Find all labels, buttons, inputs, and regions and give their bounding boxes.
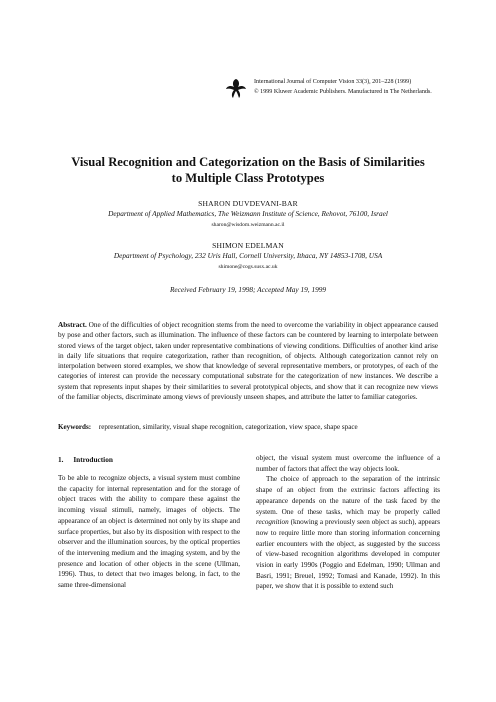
copyright-line: © 1999 Kluwer Academic Publishers. Manufactured in The Netherlands. — [254, 88, 432, 95]
body-paragraph: object, the visual system must overcome the influence of a number of factors that affect the way objects look. — [256, 454, 440, 473]
author-1-name: SHARON DUVDEVANI-BAR — [198, 199, 298, 208]
paper-title — [40, 155, 456, 187]
body-emphasis: recognition — [256, 518, 289, 527]
body-column-right — [256, 453, 440, 592]
keywords-label: Keywords: — [58, 423, 92, 431]
body-text: (knowing a previously seen object as such), appears now to require little more than storing information concerning earlier encounters with the object, as suggested by the success of view-based recognition algorithms developed in computer vision in early 1990s (Poggio and Edelman, 1990; Ullman and Basri, 1991; Breuel, 1992; Tomasi and Kanade, 1992). In this paper, we show that it is possible to extend such — [256, 518, 440, 591]
journal-line: International Journal of Computer Vision 33(3), 201–228 (1999) — [254, 79, 412, 85]
keywords — [58, 422, 438, 432]
body-text: The choice of approach to the separation of the intrinsic shape of an object from the extrinsic factors affecting its appearance depends on the nature of the task faced by the system. One of these tasks, which may be properly called — [256, 475, 440, 516]
section-number: 1. — [58, 455, 64, 464]
section-heading — [58, 455, 113, 465]
author-2-name: SHIMON EDELMAN — [212, 241, 284, 250]
title-line-1: Visual Recognition and Categorization on the Basis of Similarities — [71, 155, 425, 169]
title-line-2: to Multiple Class Prototypes — [171, 170, 325, 185]
journal-citation — [254, 78, 432, 97]
author-2-email[interactable]: shimone@cogs.susx.ac.uk — [218, 264, 278, 270]
received-dates: Received February 19, 1998; Accepted May 19, 1999 — [169, 285, 327, 294]
publisher-logo-icon — [224, 76, 248, 100]
section-title: Introduction — [73, 455, 113, 464]
journal-header — [224, 76, 474, 100]
abstract — [58, 320, 438, 402]
abstract-label: Abstract. — [58, 321, 87, 329]
abstract-text: One of the difficulties of object recognition stems from the need to overcome the variability in object appearance caused by pose and other factors, such as illumination. The influence of these factors can be countered by learning to interpolate between stored views of the target object, taken under representative combinations of viewing conditions. Difficulties of another kind arise in daily life situations that require categorization, rather than recognition, of objects. Although categorization cannot rely on interpolation between stored examples, we show that knowledge of several representative members, or prototypes, of each of the categories of interest can provide the necessary computational substrate for the categorization of new instances. We describe a system that represents input shapes by their similarities to several prototypical objects, and show that it can recognize new views of the familiar objects, discriminate among views of previously unseen shapes, and attribute the latter to familiar categories. — [58, 321, 439, 402]
body-paragraph: To be able to recognize objects, a visual system must combine the capacity for internal representation and for the storage of object traces with the ability to compare these against the incoming visual stimuli, namely, images of objects. The appearance of an object is determined not only by its shape and surface properties, but also by its disposition with respect to the observer and the illumination sources, by the optical properties of the intervening medium and the imaging system, and by the presence and location of other objects in the scene (Ullman, 1996). Thus, to detect that two images belong, in fact, to the same three-dimensional — [58, 474, 240, 590]
author-1-affiliation: Department of Applied Mathematics, The Weizmann Institute of Science, Rehovot, 76100, Israel — [108, 209, 388, 218]
body-column-left — [58, 473, 240, 591]
body-paragraph — [256, 474, 440, 592]
author-2-affiliation: Department of Psychology, 232 Uris Hall, Cornell University, Ithaca, NY 14853-1708, USA — [113, 251, 383, 260]
author-1-email[interactable]: sharon@wisdom.weizmann.ac.il — [211, 222, 285, 228]
keywords-text: representation, similarity, visual shape recognition, categorization, view space, shape space — [98, 423, 358, 431]
